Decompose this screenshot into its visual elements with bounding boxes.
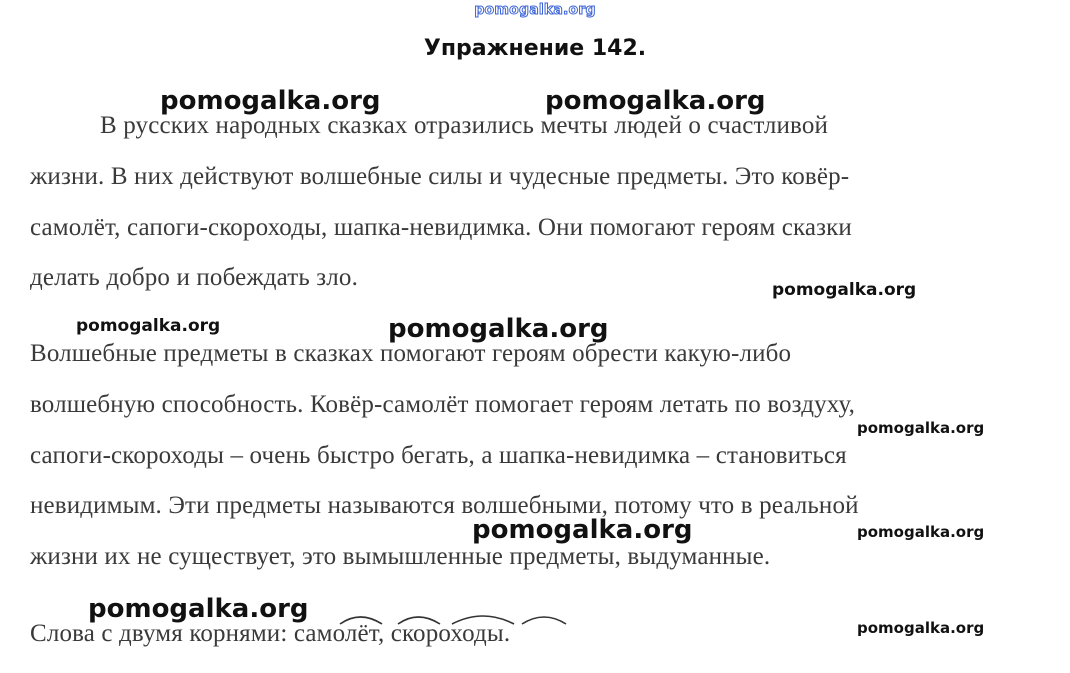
paragraph-2-line-3: сапоги-скороходы – очень быстро бегать, а шапка-невидимка – становиться: [30, 442, 847, 469]
conclusion-line: Слова с двумя корнями: самолёт, скороходы.: [30, 620, 511, 647]
paragraph-1-line-3: самолёт, сапоги-скороходы, шапка-невидимка. Они помогают героям сказки: [30, 214, 852, 241]
watermark: pomogalka.org: [472, 515, 693, 545]
paragraph-2-line-2: волшебную способность. Ковёр-самолёт помогает героям летать по воздуху,: [30, 391, 856, 418]
page-title: Упражнение 142.: [423, 36, 647, 61]
paragraph-2-line-1: Волшебные предметы в сказках помогают героям обрести какую-либо: [30, 340, 792, 367]
watermark: pomogalka.org: [772, 280, 917, 300]
watermark: pomogalka.org: [545, 86, 766, 116]
root-arc-3: [452, 616, 514, 624]
watermark: pomogalka.org: [76, 316, 221, 336]
watermark: pomogalka.org: [388, 314, 609, 344]
watermark: pomogalka.org: [857, 419, 985, 437]
watermark: pomogalka.org: [160, 86, 381, 116]
paragraph-2-line-5: жизни их не существует, это вымышленные предметы, выдуманные.: [30, 543, 771, 570]
root-arc-4: [522, 617, 566, 624]
root-arc-1: [340, 617, 382, 624]
paragraph-1-line-2: жизни. В них действуют волшебные силы и чудесные предметы. Это ковёр-: [30, 163, 850, 190]
site-link[interactable]: pomogalka.org: [474, 2, 596, 18]
watermark: pomogalka.org: [857, 523, 985, 541]
root-arc-2: [398, 617, 440, 624]
watermark: pomogalka.org: [88, 594, 309, 624]
paragraph-1-line-1: В русских народных сказках отразились мечты людей о счастливой: [100, 112, 829, 139]
paragraph-2-line-4: невидимым. Эти предметы называются волшебными, потому что в реальной: [30, 492, 859, 519]
watermark: pomogalka.org: [857, 619, 985, 637]
paragraph-1-line-4: делать добро и побеждать зло.: [30, 264, 358, 291]
